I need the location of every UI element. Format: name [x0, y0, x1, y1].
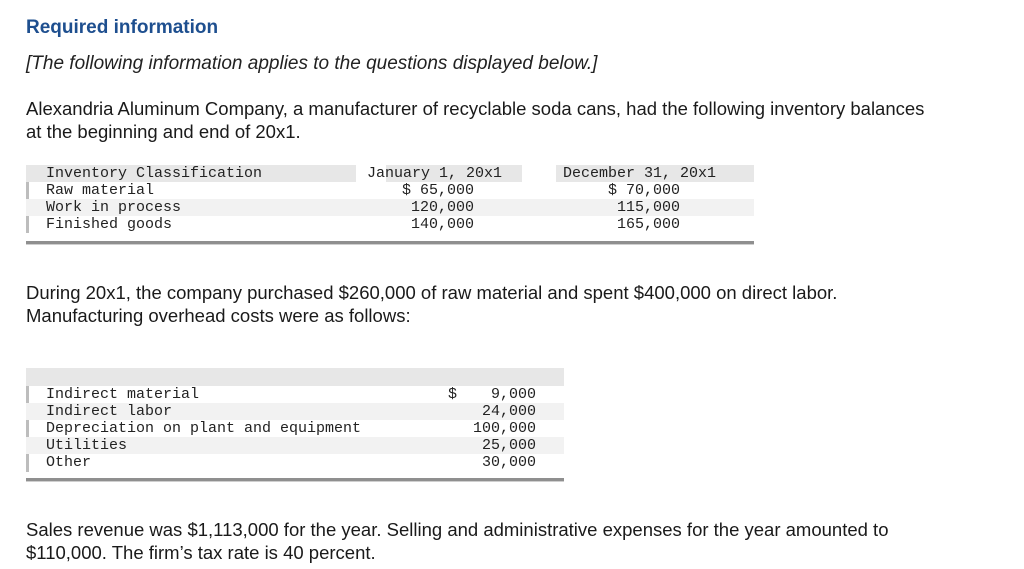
row-label: Work in process	[46, 199, 182, 216]
row-label: Indirect material	[46, 386, 200, 403]
page-title: Required information	[26, 17, 219, 38]
table-row	[26, 216, 754, 233]
table-row	[26, 437, 564, 454]
inventory-table	[26, 165, 754, 249]
row-label: Raw material	[46, 182, 155, 199]
jan-value: $ 65,000	[401, 182, 474, 199]
overhead-value: 9,000	[490, 386, 536, 403]
dec-value: 165,000	[616, 216, 680, 233]
intro-line-2: at the beginning and end of 20x1.	[26, 121, 301, 142]
table-row	[26, 420, 564, 437]
footer-line-2: $110,000. The firm’s tax rate is 40 percent.	[26, 542, 376, 563]
table-bottom-rule	[26, 241, 754, 245]
overhead-value: 30,000	[481, 454, 536, 471]
dec-value: $ 70,000	[607, 182, 680, 199]
middle-paragraph	[26, 281, 837, 327]
middle-line-1: During 20x1, the company purchased $260,000 of raw material and spent $400,000 on direct labor.	[26, 282, 838, 303]
row-label: Indirect labor	[46, 403, 173, 420]
table-bottom-rule	[26, 478, 564, 482]
overhead-header-bg	[26, 368, 564, 386]
jan-value: 140,000	[410, 216, 474, 233]
overhead-value: 100,000	[472, 420, 536, 437]
dec-value: 115,000	[616, 199, 680, 216]
table-row	[26, 386, 564, 403]
middle-line-2: Manufacturing overhead costs were as follows:	[26, 305, 411, 326]
table-row	[26, 403, 564, 420]
footer-paragraph	[26, 518, 889, 564]
row-label: Other	[46, 454, 92, 471]
overhead-value: 25,000	[481, 437, 536, 454]
jan-value: 120,000	[410, 199, 474, 216]
overhead-value: 24,000	[481, 403, 536, 420]
table-row	[26, 182, 754, 199]
info-note: [The following information applies to the questions displayed below.]	[26, 53, 598, 74]
col-header-jan: January 1, 20x1	[367, 165, 503, 182]
inventory-header-row	[26, 165, 754, 182]
row-label: Utilities	[46, 437, 128, 454]
row-label: Finished goods	[46, 216, 173, 233]
overhead-table	[26, 368, 564, 488]
currency-symbol: $	[448, 386, 458, 403]
col-header-classification: Inventory Classification	[46, 165, 263, 182]
table-row	[26, 454, 564, 471]
intro-paragraph	[26, 97, 924, 143]
row-label: Depreciation on plant and equipment	[46, 420, 362, 437]
col-header-dec: December 31, 20x1	[563, 165, 717, 182]
table-row	[26, 199, 754, 216]
footer-line-1: Sales revenue was $1,113,000 for the year. Selling and administrative expenses for the year amounted to	[26, 519, 889, 540]
intro-line-1: Alexandria Aluminum Company, a manufacturer of recyclable soda cans, had the following inventory balances	[26, 98, 925, 119]
